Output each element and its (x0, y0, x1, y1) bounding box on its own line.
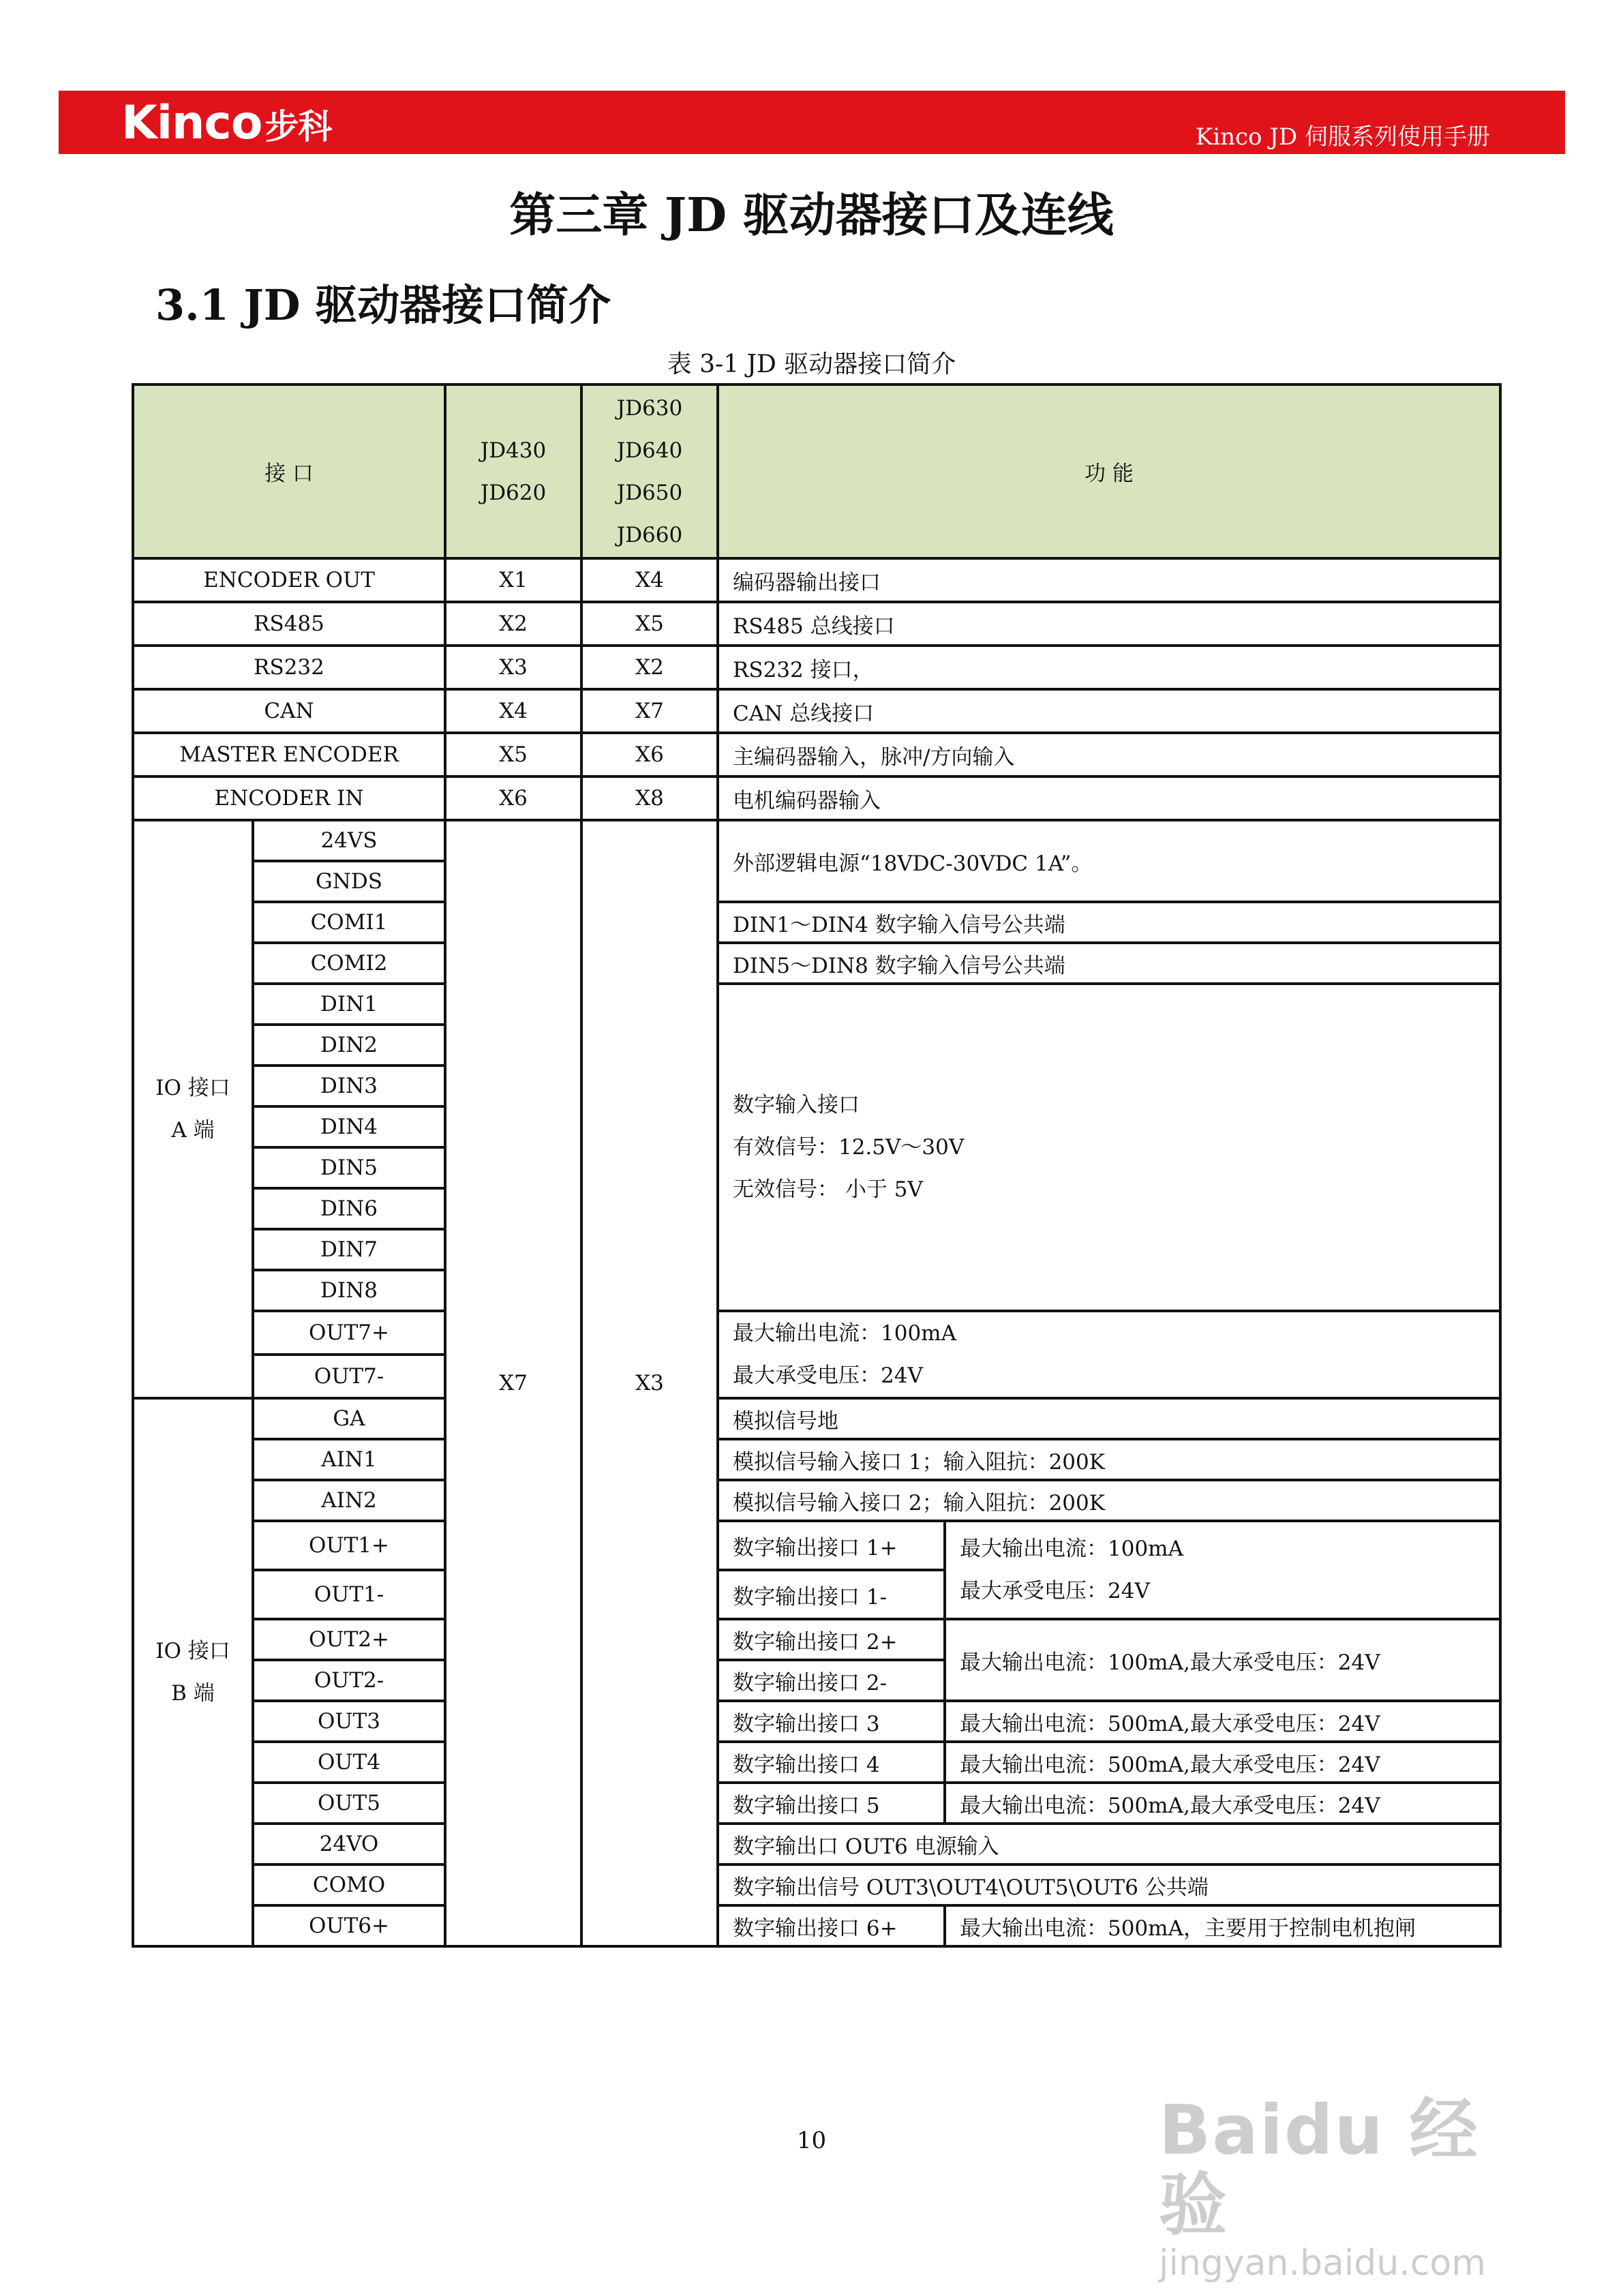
logo-cn: 步科 (264, 107, 332, 147)
table-row: ENCODER IN X6 X8 电机编码器输入 (133, 776, 1500, 820)
table-row: RS485 X2 X5 RS485 总线接口 (133, 602, 1500, 646)
table-row: ENCODER OUT X1 X4 编码器输出接口 (133, 558, 1500, 602)
io-g2: X3 (581, 820, 718, 1946)
table-row: MASTER ENCODER X5 X6 主编码器输入，脉冲/方向输入 (133, 733, 1500, 776)
kinco-logo (121, 96, 331, 154)
io-row-24vs: IO 接口 A 端 24VS X7 X3 外部逻辑电源“18VDC-30VDC 1A”。 (133, 820, 1500, 861)
section-title: 3.1 JD 驱动器接口简介 (155, 280, 611, 330)
table-header-row (133, 384, 1500, 558)
header-bar (59, 91, 1565, 154)
logo-en: Kinco (121, 96, 262, 150)
header-group2: JD630 JD640 JD650 JD660 (581, 384, 718, 558)
io-group-b: IO 接口 B 端 (133, 1398, 253, 1946)
out7-function: 最大输出电流：100mA 最大承受电压：24V (718, 1311, 1500, 1398)
chapter-title: 第三章 JD 驱动器接口及连线 (509, 188, 1114, 243)
io-g1: X7 (445, 820, 581, 1946)
manual-title: Kinco JD 伺服系列使用手册 (1195, 123, 1490, 151)
table-row: CAN X4 X7 CAN 总线接口 (133, 689, 1500, 733)
table-row: RS232 X3 X2 RS232 接口， (133, 646, 1500, 689)
page-number: 10 (796, 2127, 827, 2154)
header-function: 功 能 (718, 384, 1500, 558)
baidu-watermark: Baidu 经验 jingyan.baidu.com (1159, 2090, 1486, 2284)
table-caption: 表 3-1 JD 驱动器接口简介 (667, 350, 956, 378)
header-group1: JD430 JD620 (445, 384, 581, 558)
din-function: 数字输入接口 有效信号：12.5V～30V 无效信号： 小于 5V (718, 984, 1500, 1311)
interface-table: 接 口 JD430 JD620 JD630 JD640 JD650 JD660 功 能 ENCODER OUT X1 X4 编码器输出接口 RS485 X2 X5 RS485 总线接口 RS232 X3 X2 RS232 接口， CAN X4 X7 CAN 总线接口 MASTER ENCODER X5 X6 主编码器输入，脉冲/方向输入 ENCODER IN X6 X8 电机编码器输入 IO 接口 A 端 24VS X7 X3 外部逻辑电源“18VDC-30VDC 1A”。 GNDS COMI1 DIN1～DIN4 数字输入信号公共端 COMI2 DIN5～DIN8 数字输入信号公共端 DIN1 数字输入接口 有效信号：12.5V～30V 无效信号： 小于 5V DIN2 DIN3 DIN4 DIN5 DIN6 DIN7 DIN8 OUT7+ 最大输出电流：100mA 最大承受电压：24V OUT7- IO 接口 B 端 GA 模拟信号地 AIN1 模拟信号输入接口 1；输入阻抗：200K AIN2 模拟信号输入接口 2；输入阻抗：200K OUT1+ 数字输出接口 1+ 最大输出电流：100mA 最大承受电压：24V OUT1- 数字输出接口 1- OUT2+ 数字输出接口 2+ 最大输出电流：100mA,最大承受电压：24V OUT2- 数字输出接口 2- OUT3 数字输出接口 3 最大输出电流：500mA,最大承受电压：24V OUT4 数字输出接口 4 最大输出电流：500mA,最大承受电压：24V OUT5 数字输出接口 5 最大输出电流：500mA,最大承受电压：24V 24VO 数字输出口 OUT6 电源输入 COMO 数字输出信号 OUT3\OUT4\OUT5\OUT6 公共端 OUT6+ 数字输出接口 6+ 最大输出电流：500mA，主要用于控制电机抱闸 (132, 383, 1502, 1948)
out1-spec: 最大输出电流：100mA 最大承受电压：24V (945, 1521, 1500, 1619)
header-interface: 接 口 (133, 384, 445, 558)
io-group-a: IO 接口 A 端 (133, 820, 253, 1398)
